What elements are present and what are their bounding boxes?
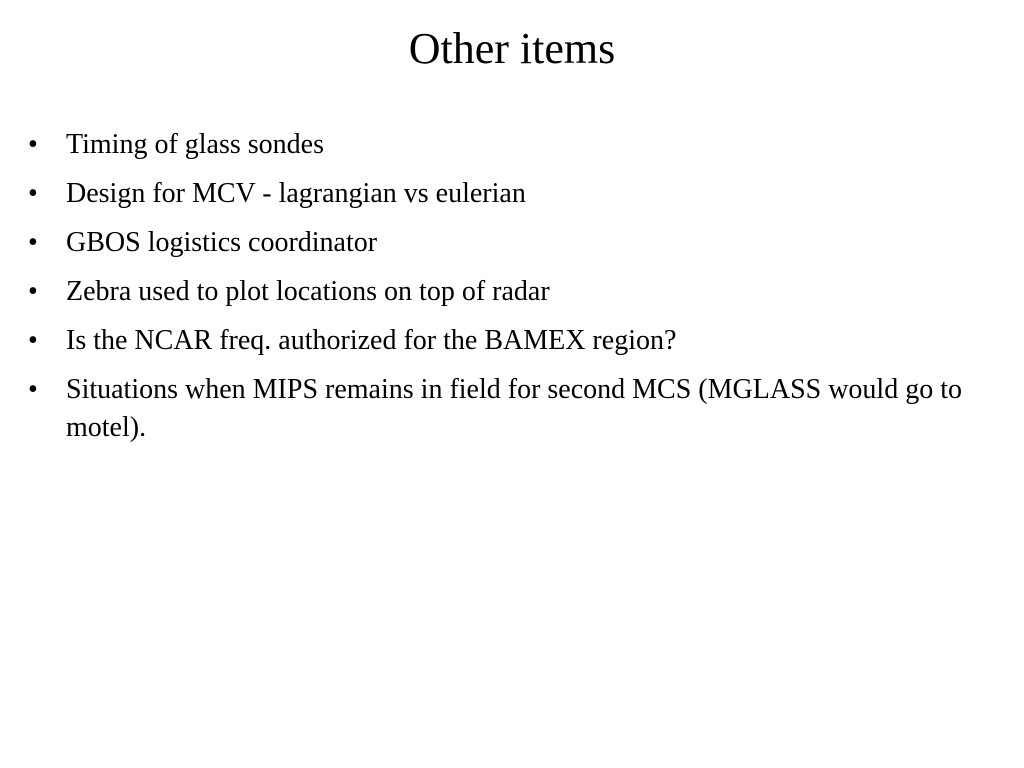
list-item-text: Design for MCV - lagrangian vs eulerian: [66, 178, 526, 209]
list-item-text: Timing of glass sondes: [66, 129, 325, 160]
list-item-text: Is the NCAR freq. authorized for the BAMEX region?: [66, 325, 677, 356]
bullet-dot-icon: •: [28, 129, 38, 160]
bullet-dot-icon: •: [28, 374, 38, 405]
list-item: [28, 322, 1000, 360]
list-item-text: GBOS logistics coordinator: [66, 227, 378, 258]
list-item: [28, 371, 1000, 447]
bullet-dot-icon: •: [28, 276, 38, 307]
bullet-dot-icon: •: [28, 178, 38, 209]
list-item: [28, 273, 1000, 311]
list-item-text: Zebra used to plot locations on top of radar: [66, 276, 550, 307]
list-item: [28, 224, 1000, 262]
bullet-dot-icon: •: [28, 325, 38, 356]
list-item-text: Situations when MIPS remains in field for second MCS (MGLASS would go to motel).: [66, 374, 962, 443]
slide-title: Other items: [408, 24, 616, 73]
list-item: [28, 175, 1000, 213]
bullet-list: [28, 126, 1000, 458]
bullet-dot-icon: •: [28, 227, 38, 258]
list-item: [28, 126, 1000, 164]
